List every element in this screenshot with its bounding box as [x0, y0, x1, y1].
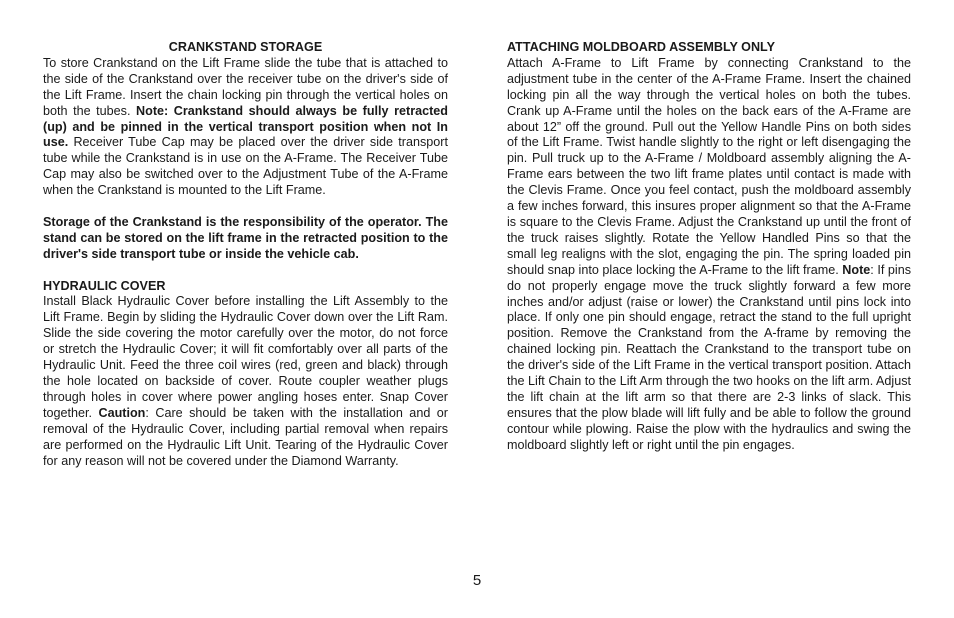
spacer	[43, 263, 448, 279]
crankstand-note: Note: Crankstand should always be fully retracted (up) and be pinned in the vertical transport position when not In use.	[43, 103, 448, 150]
moldboard-text-1: Attach A-Frame to Lift Frame by connecting Crankstand to the adjustment tube in the center of the A-Frame Frame. Insert the chained locking pin all the way through the vertical holes on both the tubes. Crank up A-Frame until the holes on the back ears of the A-Frame are about 12” off the ground. Pull out the Yellow Handle Pins on both sides of the Lift Frame. Twist handle slightly to the right or left disengaging the pin. Pull truck up to the A-Frame / Moldboard assembly aligning the A-Frame ears between the two lift frame plates until contact is made with the Clevis Frame. Once you feel contact, push the moldboard assembly a few inches forward, this insures proper alignment so that the A-Frame is square to the Clevis Frame. Adjust the Crankstand up until the front of the truck raises slightly. Rotate the Yellow Handled Pins so that the small leg realigns with the slot, engaging the pin. The spring loaded pin should snap into place locking the A-Frame to the lift frame.	[507, 55, 911, 277]
attaching-moldboard-paragraph	[507, 56, 911, 454]
spacer	[43, 199, 448, 215]
crankstand-text-2: Receiver Tube Cap may be placed over the driver side transport tube while the Crankstand is in use on the A-Frame. The Receiver Tube Cap may also be switched over to the Adjustment Tube of the A-Frame when the Crankstand is mounted to the Lift Frame.	[43, 135, 448, 198]
crankstand-storage-paragraph	[43, 56, 448, 199]
moldboard-text-2: : If pins do not properly engage move the truck slightly forward a few more inches and/or adjust (raise or lower) the Crankstand until pins lock into place. If only one pin should engage, retract the stand to the full upright position. Remove the Crankstand from the A-frame by removing the chained locking pin. Reattach the Crankstand to the transport tube on the driver's side of the Lift Frame in the vertical transport position. Attach the Lift Chain to the Lift Arm through the two hooks on the lift arm. Adjust the lift chain at the lift arm so that there are 2-3 links of slack. This ensures that the plow blade will lift fully and be able to follow the ground contour while plowing. Raise the plow with the hydraulics and swing the moldboard slightly left or right until the pin engages.	[507, 262, 911, 452]
note-label: Note	[842, 262, 871, 277]
hydraulic-cover-heading: HYDRAULIC COVER	[43, 278, 166, 293]
hydraulic-text-1: Install Black Hydraulic Cover before installing the Lift Assembly to the Lift Frame. Begin by sliding the Hydraulic Cover down over the Lift Ram. Slide the side covering the motor carefully over the motor, do not force or stretch the Hydraulic Cover; it will fit comfortably over all parts of the Hydraulic Unit. Feed the three coil wires (red, green and black) through the hole located on backside of cover. Route coupler weather plugs through holes in cover where power angling hoses enter. Snap Cover together.	[43, 294, 448, 420]
hydraulic-cover-paragraph	[43, 294, 448, 469]
page-number: 5	[472, 572, 482, 589]
crankstand-storage-heading: CRANKSTAND STORAGE	[168, 40, 323, 54]
storage-responsibility-paragraph: Storage of the Crankstand is the responsibility of the operator. The stand can be stored on the lift frame in the retracted position to the driver's side transport tube or inside the vehicle cab.	[43, 214, 448, 261]
right-column	[507, 40, 911, 454]
hydraulic-text-2: : Care should be taken with the installation and or removal of the Hydraulic Cover, including partial removal when repairs are performed on the Hydraulic Lift Unit. Tearing of the Hydraulic Cover for any reason will not be covered under the Diamond Warranty.	[43, 405, 448, 468]
left-column	[43, 40, 448, 469]
crankstand-text-1: To store Crankstand on the Lift Frame slide the tube that is attached to the side of the Crankstand over the receiver tube on the driver's side of the Lift Frame. Insert the chain locking pin through the vertical holes on both the tubes.	[43, 55, 448, 118]
caution-label: Caution	[98, 405, 146, 420]
attaching-moldboard-heading: ATTACHING MOLDBOARD ASSEMBLY ONLY	[507, 40, 775, 54]
